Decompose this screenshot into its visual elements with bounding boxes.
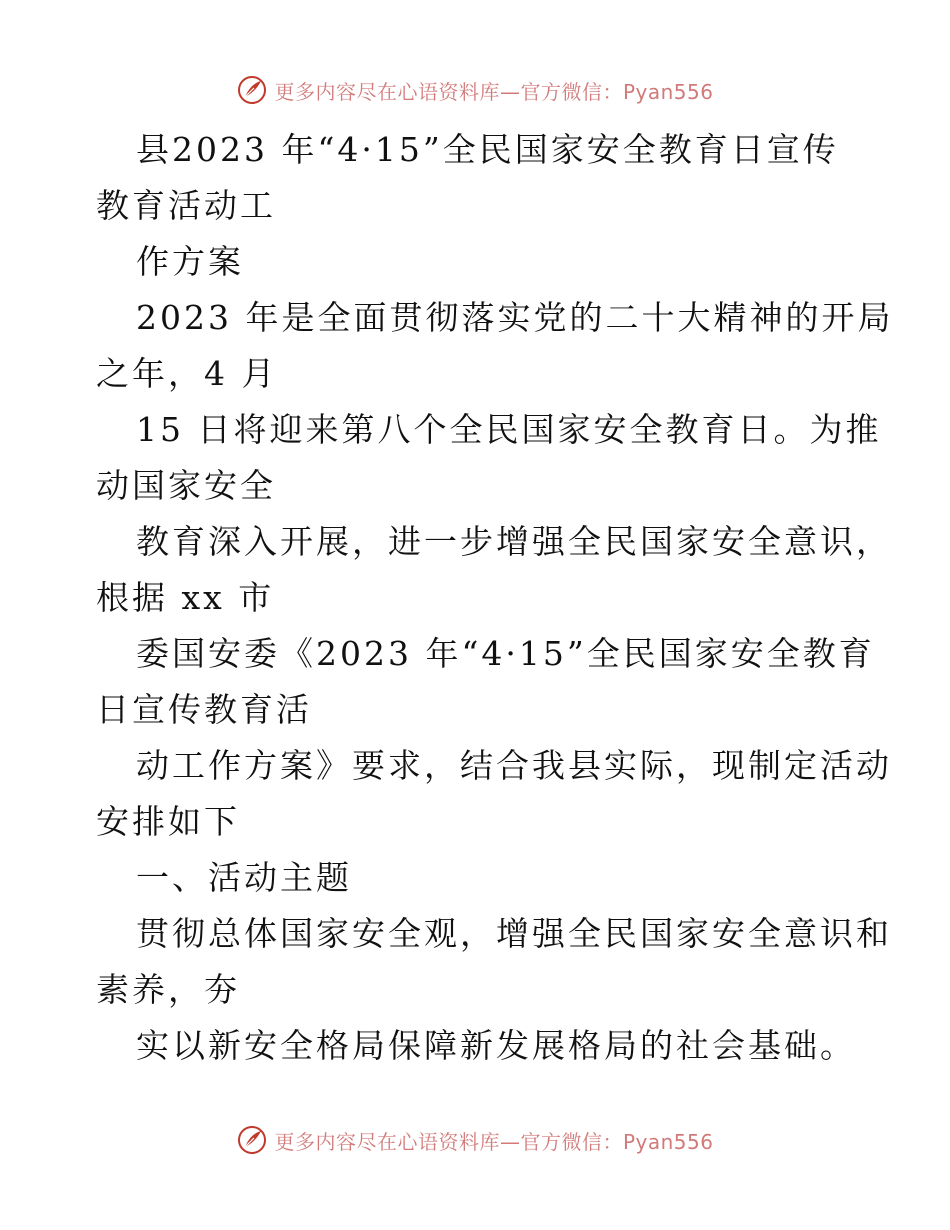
feather-pen-logo-icon [236,1124,268,1156]
paragraph-line: 之年，4 月 [96,354,278,393]
section-heading: 一、活动主题 [136,858,352,897]
watermark-text: 更多内容尽在心语资料库—官方微信：Pyan556 [274,1129,714,1154]
paragraph-line: 根据 xx 市 [96,578,275,617]
title-line-2: 教育活动工 [96,186,276,225]
paragraph-line: 动工作方案》要求，结合我县实际，现制定活动 [136,746,892,785]
paragraph-line: 日宣传教育活 [96,690,312,729]
title-line-3: 作方案 [136,242,244,281]
watermark-text: 更多内容尽在心语资料库—官方微信：Pyan556 [274,79,714,104]
paragraph-line: 15 日将迎来第八个全民国家安全教育日。为推 [136,410,882,449]
document-body [96,118,894,1074]
title-line-1: 县2023 年“4·15”全民国家安全教育日宣传 [136,130,839,169]
paragraph-line: 贯彻总体国家安全观，增强全民国家安全意识和 [136,914,892,953]
paragraph-line: 2023 年是全面贯彻落实党的二十大精神的开局 [136,298,894,337]
paragraph-line: 委国安委《2023 年“4·15”全民国家安全教育 [136,634,875,673]
paragraph-line: 实以新安全格局保障新发展格局的社会基础。 [136,1026,856,1065]
paragraph-line: 动国家安全 [96,466,276,505]
feather-pen-logo-icon [236,74,268,106]
paragraph-line: 素养，夯 [96,970,240,1009]
paragraph-line: 教育深入开展，进一步增强全民国家安全意识， [136,522,892,561]
footer-watermark [0,1122,950,1158]
header-watermark [0,72,950,108]
paragraph-line: 安排如下 [96,802,240,841]
